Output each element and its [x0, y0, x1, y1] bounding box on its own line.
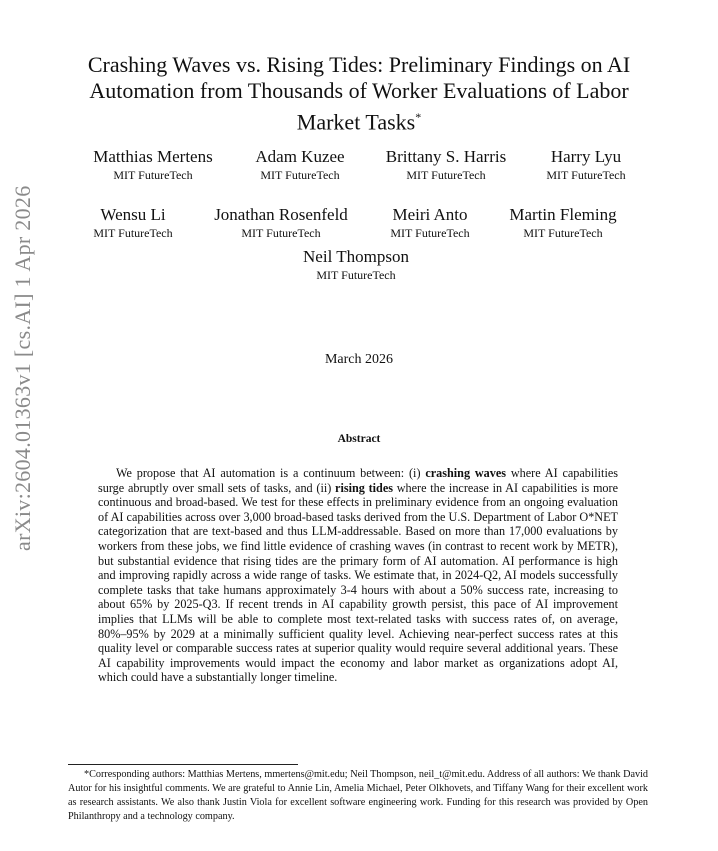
author-affiliation: MIT FutureTech — [241, 226, 321, 240]
footnote: *Corresponding authors: Matthias Mertens, mmertens@mit.edu; Neil Thompson, neil_t@mit.edu. Address of all authors: We thank David Autor for his insightful comments. We are grateful to Annie Lin, Amelia Michael, Peter Olkhovets, and Tiffany Wang for their excellent work as research assistants. We also thank Justin Viola for excellent software engineering work. Funding for this research was provided by Open Philanthropy and a technology company. — [68, 769, 648, 822]
arxiv-identifier: arXiv:2604.01363v1 [cs.AI] 1 Apr 2026 — [10, 185, 35, 551]
author-affiliation: MIT FutureTech — [406, 168, 486, 182]
author-affiliation: MIT FutureTech — [523, 226, 603, 240]
abstract-heading: Abstract — [337, 433, 381, 445]
author-name: Wensu Li — [100, 205, 166, 224]
title-footnote-marker: * — [415, 110, 422, 124]
abstract-text: where AI capabilities surge abruptly over small sets of tasks, and (ii) — [98, 466, 618, 495]
abstract-body — [98, 466, 618, 685]
author-name: Meiri Anto — [392, 205, 468, 224]
author-block — [256, 247, 456, 283]
author-block — [463, 205, 663, 241]
term-rising-tides: rising tides — [335, 480, 393, 495]
author-affiliation: MIT FutureTech — [390, 226, 470, 240]
author-name: Matthias Mertens — [93, 147, 213, 166]
author-name: Martin Fleming — [509, 205, 617, 224]
author-affiliation: MIT FutureTech — [93, 226, 173, 240]
author-affiliation: MIT FutureTech — [260, 168, 340, 182]
author-block — [486, 147, 686, 183]
author-affiliation: MIT FutureTech — [316, 268, 396, 282]
term-crashing-waves: crashing waves — [425, 466, 507, 480]
publication-date: March 2026 — [324, 352, 394, 367]
paper-title — [70, 52, 648, 135]
author-affiliation: MIT FutureTech — [546, 168, 626, 182]
author-name: Jonathan Rosenfeld — [214, 205, 348, 224]
title-text: Crashing Waves vs. Rising Tides: Preliminary Findings on AI Automation from Thousands of Worker Evaluations of Labor Market Tasks — [87, 52, 631, 135]
footnote-rule — [68, 764, 298, 765]
author-affiliation: MIT FutureTech — [113, 168, 193, 182]
author-name: Adam Kuzee — [255, 147, 345, 166]
abstract-text: We propose that AI automation is a continuum between: (i) — [116, 466, 426, 480]
abstract-text: where the increase in AI capabilities is more continuous and broad-based. We test for these effects in preliminary evidence from an ongoing evaluation of AI capabilities across over 3,000 broad-based tasks derived from the U.S. Department of Labor O*NET categorization that are text-based and thus LLM-addressable. Based on more than 17,000 evaluations by workers from these jobs, we find little evidence of crashing waves (in contrast to recent work by METR), but substantial evidence that rising tides are the primary form of AI automation. AI performance is high and improving rapidly across a wide range of tasks. We estimate that, in 2024-Q2, AI models successfully complete tasks that take humans approximately 3-4 hours with about a 50% success rate, increasing to about 65% by 2025-Q3. If recent trends in AI capability growth persist, this pace of AI improvement implies that LLMs will be able to complete most text-related tasks with success rates of, on average, 80%–95% by 2029 at a minimally sufficient quality level. Achieving near-perfect success rates at this quality level or comparable success rates at superior quality would require several additional years. These AI capability improvements would impact the economy and labor market as organizations adopt AI, which could have a substantially longer timeline. — [98, 480, 618, 685]
author-name: Neil Thompson — [303, 247, 409, 266]
author-name: Brittany S. Harris — [385, 147, 507, 166]
author-name: Harry Lyu — [550, 147, 622, 166]
